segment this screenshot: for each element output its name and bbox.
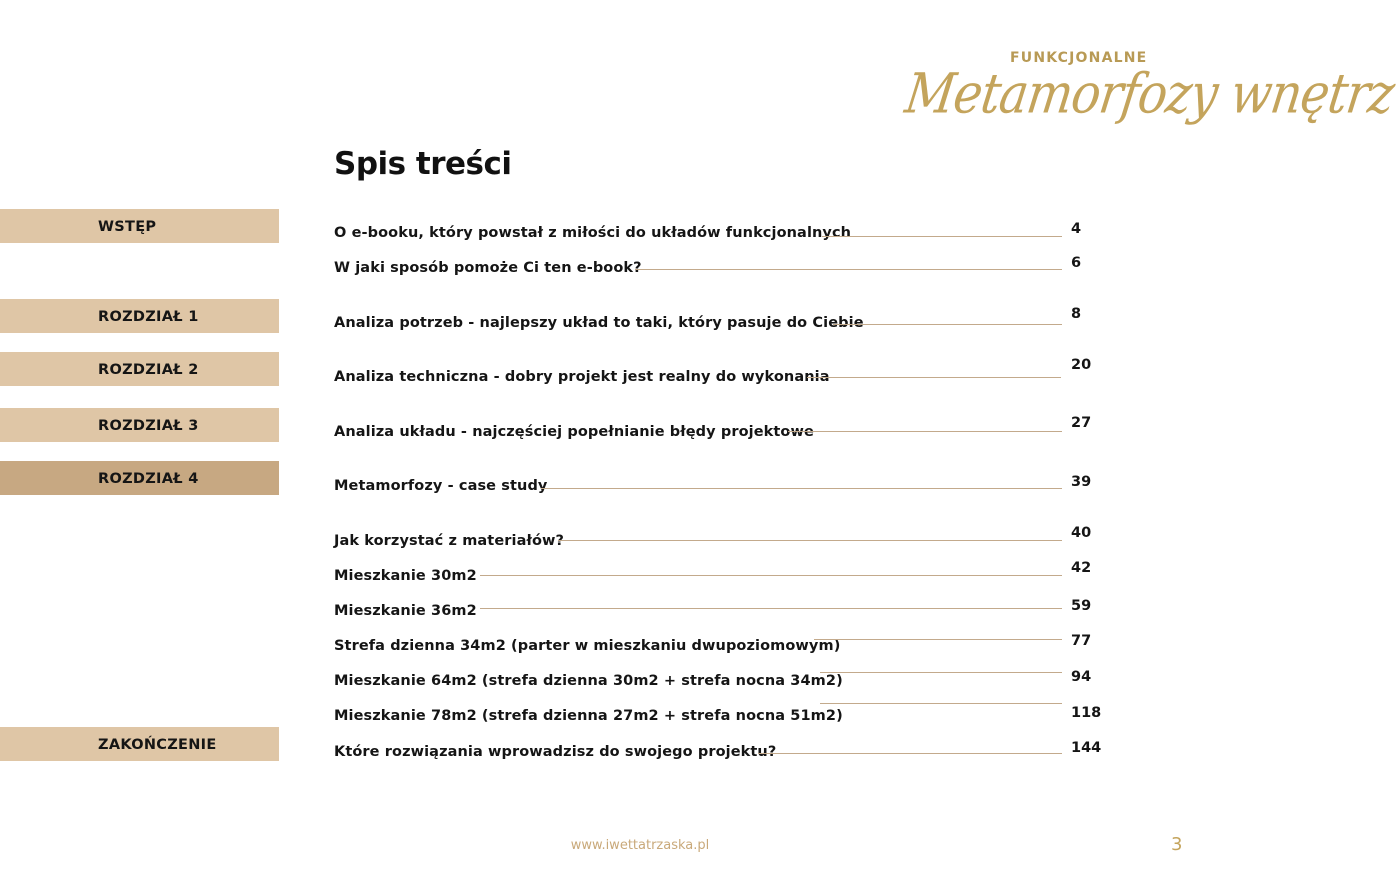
dot-leader [758,753,1062,754]
dot-leader [480,608,1062,609]
chapter-tab-rozdzial-2[interactable] [0,352,279,386]
chapter-label: ROZDZIAŁ 2 [98,362,199,378]
dot-leader [480,575,1062,576]
toc-entry[interactable] [334,416,1109,440]
chapter-tab-zakonczenie[interactable] [0,727,279,761]
toc-page-number: 94 [1071,669,1092,685]
chapter-tab-rozdzial-4[interactable] [0,461,279,495]
toc-page-number: 118 [1071,705,1102,721]
toc-entry[interactable] [334,470,1109,494]
toc-page-number: 144 [1071,740,1102,756]
logo-script-title: Metamorfozy wnętrz [901,61,1398,127]
toc-entry-title: Analiza potrzeb - najlepszy układ to taki, który pasuje do Ciebie [334,315,864,331]
toc-entry[interactable] [334,595,1109,619]
page-number: 3 [1171,834,1183,855]
chapter-tab-rozdzial-1[interactable] [0,299,279,333]
brand-logo [900,40,1398,170]
chapter-label: ZAKOŃCZENIE [98,737,217,753]
dot-leader [820,703,1062,704]
toc-entry[interactable] [334,525,1109,549]
dot-leader [558,540,1062,541]
toc-page-number: 59 [1071,598,1092,614]
toc-entry[interactable] [334,357,1109,385]
dot-leader [788,431,1062,432]
footer-url[interactable]: www.iwettatrzaska.pl [570,838,710,853]
toc-page-number: 8 [1071,306,1082,322]
dot-leader [820,672,1062,673]
toc-entry-title: Mieszkanie 30m2 [334,568,477,584]
toc-entry[interactable] [334,252,1109,276]
toc-page-number: 39 [1071,474,1092,490]
toc-entry[interactable] [334,630,1109,654]
toc-page-number: 6 [1071,255,1082,271]
dot-leader [635,269,1062,270]
toc-page-number: 20 [1071,357,1092,373]
toc-entry-title: Metamorfozy - case study [334,478,548,494]
toc-entry-title: Strefa dzienna 34m2 (parter w mieszkaniu dwupoziomowym) [334,638,841,654]
dot-leader [807,377,1061,378]
toc-entry-title: Mieszkanie 64m2 (strefa dzienna 30m2 + strefa nocna 34m2) [334,673,843,689]
dot-leader [814,639,1062,640]
toc-entry[interactable] [334,217,1109,241]
dot-leader [822,236,1062,237]
chapter-label: WSTĘP [98,219,157,235]
toc-entry-title: Mieszkanie 36m2 [334,603,477,619]
toc-page-number: 40 [1071,525,1092,541]
toc-page-number: 77 [1071,633,1092,649]
toc-entry-title: Analiza techniczna - dobry projekt jest realny do wykonania [334,369,830,385]
toc-entry-title: W jaki sposób pomoże Ci ten e-book? [334,260,642,276]
toc-entry[interactable] [334,307,1109,331]
toc-page-number: 4 [1071,221,1082,237]
toc-page-number: 42 [1071,560,1092,576]
toc-entry-title: Jak korzystać z materiałów? [334,533,565,549]
toc-entry[interactable] [334,560,1109,584]
chapter-label: ROZDZIAŁ 3 [98,418,199,434]
toc-entry[interactable] [334,665,1109,689]
dot-leader [541,488,1062,489]
toc-entry-title: Analiza układu - najczęściej popełnianie błędy projektowe [334,424,814,440]
toc-entry[interactable] [334,700,1109,724]
toc-entry-title: Które rozwiązania wprowadzisz do swojego projektu? [334,744,777,760]
chapter-tab-wstep[interactable] [0,209,279,243]
chapter-label: ROZDZIAŁ 4 [98,471,199,487]
toc-entry[interactable] [334,736,1109,760]
page-title: Spis treści [334,146,512,182]
dot-leader [833,324,1062,325]
toc-entry-title: Mieszkanie 78m2 (strefa dzienna 27m2 + strefa nocna 51m2) [334,708,843,724]
toc-entry-title: O e-booku, który powstał z miłości do układów funkcjonalnych [334,225,852,241]
chapter-tab-rozdzial-3[interactable] [0,408,279,442]
chapter-label: ROZDZIAŁ 1 [98,309,199,325]
toc-page-number: 27 [1071,415,1092,431]
logo-subtitle: FUNKCJONALNE [1010,50,1148,66]
